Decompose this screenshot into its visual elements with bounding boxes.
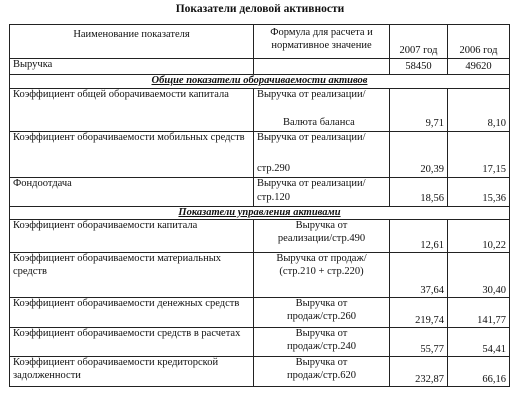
table-row <box>10 253 510 298</box>
indicator-name: Коэффициент оборачиваемости капитала <box>10 220 254 253</box>
value-2006: 66,16 <box>448 357 510 387</box>
value-2007: 55,77 <box>390 328 448 357</box>
value-2006: 15,36 <box>448 177 510 206</box>
header-name: Наименование показателя <box>10 25 254 59</box>
formula-top: Выручка от реализации/ <box>257 131 366 143</box>
formula-bottom: Валюта баланса <box>283 117 355 128</box>
value-2006: 10,22 <box>448 220 510 253</box>
revenue-name: Выручка <box>10 59 254 75</box>
formula-top: Выручка от <box>295 220 348 232</box>
value-2007: 18,56 <box>390 177 448 206</box>
revenue-value-2006: 49620 <box>448 59 510 75</box>
value-2006: 30,40 <box>448 253 510 298</box>
value-2006: 8,10 <box>448 88 510 131</box>
indicator-name: Коэффициент оборачиваемости материальных средств <box>10 253 254 298</box>
business-activity-table <box>9 24 510 387</box>
indicator-name: Коэффициент оборачиваемости средств в расчетах <box>10 328 254 357</box>
document-title: Показатели деловой активности <box>175 3 345 15</box>
formula-top: Выручка от <box>295 328 348 340</box>
value-2007: 232,87 <box>390 357 448 387</box>
value-2007: 20,39 <box>390 131 448 177</box>
indicator-formula <box>254 357 390 387</box>
indicator-formula <box>254 298 390 328</box>
table-row <box>10 88 510 131</box>
formula-bottom: продаж/стр.260 <box>287 310 356 322</box>
indicator-formula <box>254 253 390 298</box>
table-row <box>10 357 510 387</box>
indicator-name: Коэффициент общей оборачиваемости капитала <box>10 88 254 131</box>
table-row <box>10 220 510 253</box>
header-year-2007: 2007 год <box>390 25 448 59</box>
table-row <box>10 328 510 357</box>
indicator-name: Коэффициент оборачиваемости кредиторской задолженности <box>10 357 254 387</box>
formula-bottom: стр.290 <box>257 163 291 174</box>
formula-bottom: продаж/стр.240 <box>287 340 356 352</box>
revenue-formula <box>254 59 390 75</box>
formula-top: Выручка от <box>295 298 348 310</box>
value-2006: 141,77 <box>448 298 510 328</box>
header-formula-line1: Формула для расчета и <box>270 27 373 38</box>
value-2007: 12,61 <box>390 220 448 253</box>
header-formula <box>254 25 390 59</box>
table-row <box>10 131 510 177</box>
formula-top: Выручка от продаж/ <box>276 253 367 265</box>
section-title-general-turnover: Общие показатели оборачиваемости активов <box>10 75 510 89</box>
revenue-row <box>10 59 510 75</box>
value-2006: 54,41 <box>448 328 510 357</box>
formula-top: Выручка от <box>295 357 348 369</box>
header-formula-line2: нормативное значение <box>271 39 372 51</box>
indicator-formula <box>254 328 390 357</box>
table-row <box>10 298 510 328</box>
indicator-name: Коэффициент оборачиваемости денежных средств <box>10 298 254 328</box>
table-row <box>10 177 510 206</box>
section-header-row <box>10 75 510 89</box>
formula-bottom: стр.120 <box>257 192 291 203</box>
section-title-asset-management: Показатели управления активами <box>10 206 510 220</box>
indicator-name: Фондоотдача <box>10 177 254 206</box>
value-2007: 9,71 <box>390 88 448 131</box>
formula-bottom: реализации/стр.490 <box>277 232 366 244</box>
value-2007: 37,64 <box>390 253 448 298</box>
formula-bottom: (стр.210 + стр.220) <box>279 265 364 277</box>
indicator-name: Коэффициент оборачиваемости мобильных средств <box>10 131 254 177</box>
formula-top: Выручка от реализации/ <box>257 177 366 189</box>
indicator-formula <box>254 177 390 206</box>
formula-top: Выручка от реализации/ <box>257 88 366 100</box>
value-2006: 17,15 <box>448 131 510 177</box>
indicator-formula <box>254 88 390 131</box>
indicator-formula <box>254 131 390 177</box>
indicator-formula <box>254 220 390 253</box>
section-header-row <box>10 206 510 220</box>
value-2007: 219,74 <box>390 298 448 328</box>
revenue-value-2007: 58450 <box>390 59 448 75</box>
formula-bottom: продаж/стр.620 <box>287 369 356 381</box>
header-year-2006: 2006 год <box>448 25 510 59</box>
header-row <box>10 25 510 59</box>
